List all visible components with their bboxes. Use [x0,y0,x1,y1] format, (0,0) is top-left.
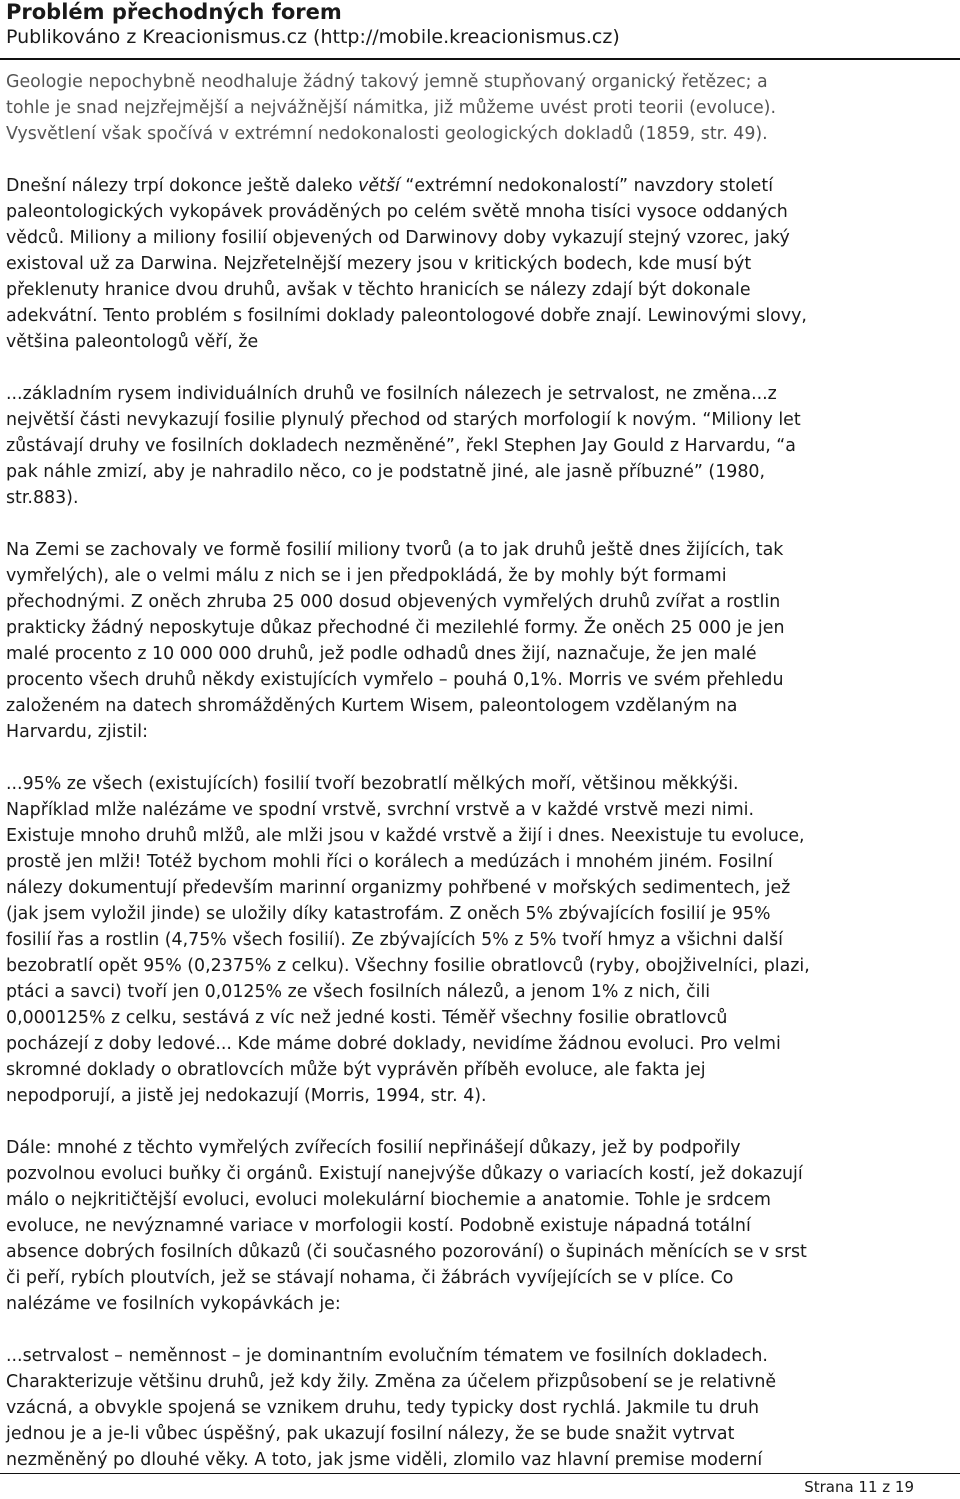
paragraph [6,771,956,1109]
paragraph [6,381,956,511]
text-line: Například mlže nalézáme ve spodní vrstvě, svrchní vrstvě a v každé vrstvě mezi nimi. [6,800,755,820]
text-line: nepodporují, a jistě jej nedokazují (Morris, 1994, str. 4). [6,1086,487,1106]
text-line: procento všech druhů někdy existujících vymřelo – pouhá 0,1%. Morris ve svém přehledu [6,670,784,690]
text-line: či peří, rybích ploutvích, jež se stávají nohama, či žábrách vyvíjejících se v plíce. Co [6,1268,734,1288]
text-line: prostě jen mlži! Totéž bychom mohli říci o korálech a medúzách i mnohém jiném. Fosilní [6,852,773,872]
paragraph [6,537,956,745]
paragraph [6,1135,956,1317]
text-line: adekvátní. Tento problém s fosilními doklady paleontologové dobře znají. Lewinovými slovy, [6,306,807,326]
text-line: tohle je snad nejzřejmější a nejvážnější námitka, již můžeme uvést proti teorii (evoluce). [6,98,776,118]
text-line: nezměněný po dlouhé věky. A toto, jak jsme viděli, zlomilo vaz hlavní premise moderní [6,1450,763,1470]
text-line: paleontologických vykopávek prováděných po celém světě mnoha tisíci vysoce oddaných [6,202,788,222]
text-line: malé procento z 10 000 000 druhů, jež podle odhadů dnes žijí, naznačuje, že jen malé [6,644,757,664]
header-divider [0,58,960,60]
paragraph [6,173,956,355]
paragraph [6,1343,956,1473]
text-line: Dále: mnohé z těchto vymřelých zvířecích fosilií nepřinášejí důkazy, jež by podpořily [6,1138,741,1158]
page-number: Strana 11 z 19 [804,1478,914,1496]
text-line: Vysvětlení však spočívá v extrémní nedokonalosti geologických dokladů (1859, str. 49). [6,124,768,144]
text-line: bezobratlí opět 95% (0,2375% z celku). Všechny fosilie obratlovců (ryby, obojživelníci, plazi, [6,956,810,976]
emphasis: větší [358,176,400,196]
source-line: Publikováno z Kreacionismus.cz (http://mobile.kreacionismus.cz) [6,26,620,48]
text-line: Harvardu, zjistil: [6,722,148,742]
text-line: Na Zemi se zachovaly ve formě fosilií miliony tvorů (a to jak druhů ještě dnes žijících, tak [6,540,784,560]
article-body [6,69,956,1499]
page-title: Problém přechodných forem [6,0,342,24]
text-line: ...základním rysem individuálních druhů ve fosilních nálezech je setrvalost, ne změna...z [6,384,777,404]
text-line: Existuje mnoho druhů mlžů, ale mlži jsou v každé vrstvě a žijí i dnes. Neexistuje tu evoluce, [6,826,805,846]
text-line: absence dobrých fosilních důkazů (či současného pozorování) o šupinách měnících se v srst [6,1242,807,1262]
text-line: pak náhle zmizí, aby je nahradilo něco, co je podstatně jiné, ale jasně příbuzné” (1980, [6,462,766,482]
text-line: prakticky žádný neposkytuje důkaz přechodné či mezilehlé formy. Že oněch 25 000 je jen [6,618,785,638]
text-line: existoval už za Darwina. Nejzřetelnější mezery jsou v kritických bodech, kde musí být [6,254,752,274]
text-line: ...setrvalost – neměnnost – je dominantním evolučním tématem ve fosilních dokladech. [6,1346,768,1366]
text-line: většina paleontologů věří, že [6,332,259,352]
text-line: evoluce, ne nevýznamné variace v morfologii kostí. Podobně existuje nápadná totální [6,1216,751,1236]
text-line: vědců. Miliony a miliony fosilií objevených od Darwinovy doby vykazují stejný vzorec, jaký [6,228,790,248]
text-line: fosilií řas a rostlin (4,75% všech fosilií). Ze zbývajících 5% z 5% tvoří hmyz a všichni další [6,930,783,950]
text-line: málo o nejkritičtější evoluci, evoluci molekulární biochemie a anatomie. Tohle je srdcem [6,1190,771,1210]
text-line: Geologie nepochybně neodhaluje žádný takový jemně stupňovaný organický řetězec; a [6,72,768,92]
text-line: nálezy dokumentují především marinní organizmy pohřbené v mořských sedimentech, jež [6,878,791,898]
text-line: vzácná, a obvykle spojená se vznikem druhu, tedy typicky dost rychlá. Jakmile tu druh [6,1398,760,1418]
text-line: (jak jsem vyložil jinde) se uložily díky katastrofám. Z oněch 5% zbývajících fosilií je 95% [6,904,771,924]
text-line: založeném na datech shromážděných Kurtem Wisem, paleontologem vzdělaným na [6,696,738,716]
text-line: 0,000125% z celku, sestává z víc než jedné kosti. Téměř všechny fosilie obratlovců [6,1008,728,1028]
text-line: největší části nevykazují fosilie plynulý přechod od starých morfologií k novým. “Miliony let [6,410,801,430]
text-line: přechodnými. Z oněch zhruba 25 000 dosud objevených vymřelých druhů zvířat a rostlin [6,592,781,612]
text-line: str.883). [6,488,79,508]
text-line: překlenuty hranice dvou druhů, avšak v těchto hranicích se nálezy zdají být dokonale [6,280,751,300]
text-line: vymřelých), ale o velmi málu z nich se i jen předpokládá, že by mohly být formami [6,566,727,586]
text-line: skromné doklady o obratlovcích může být vyprávěn příběh evoluce, ale fakta jej [6,1060,706,1080]
text-line: nalézáme ve fosilních vykopávkách je: [6,1294,341,1314]
text-line: Dnešní nálezy trpí dokonce ještě daleko větší “extrémní nedokonalostí” navzdory století [6,176,774,196]
text-line: zůstávají druhy ve fosilních dokladech nezměněné”, řekl Stephen Jay Gould z Harvardu, “a [6,436,796,456]
text-line: jednou je a je-li vůbec úspěšný, pak ukazují fosilní nálezy, že se bude snažit vytrvat [6,1424,735,1444]
text-line: pocházejí z doby ledové... Kde máme dobré doklady, nevidíme žádnou evoluci. Pro velmi [6,1034,781,1054]
text-line: pozvolnou evoluci buňky či orgánů. Existují nanejvýše důkazy o variacích kostí, jež dokazují [6,1164,803,1184]
paragraph [6,69,956,147]
text-line: Charakterizuje většinu druhů, jež kdy žily. Změna za účelem přizpůsobení se je relativně [6,1372,777,1392]
text-line: ...95% ze všech (existujících) fosilií tvoří bezobratlí mělkých moří, většinou měkkýši. [6,774,739,794]
footer-divider [0,1473,960,1474]
text-line: ptáci a savci) tvoří jen 0,0125% ze všech fosilních nálezů, a jenom 1% z nich, čili [6,982,711,1002]
